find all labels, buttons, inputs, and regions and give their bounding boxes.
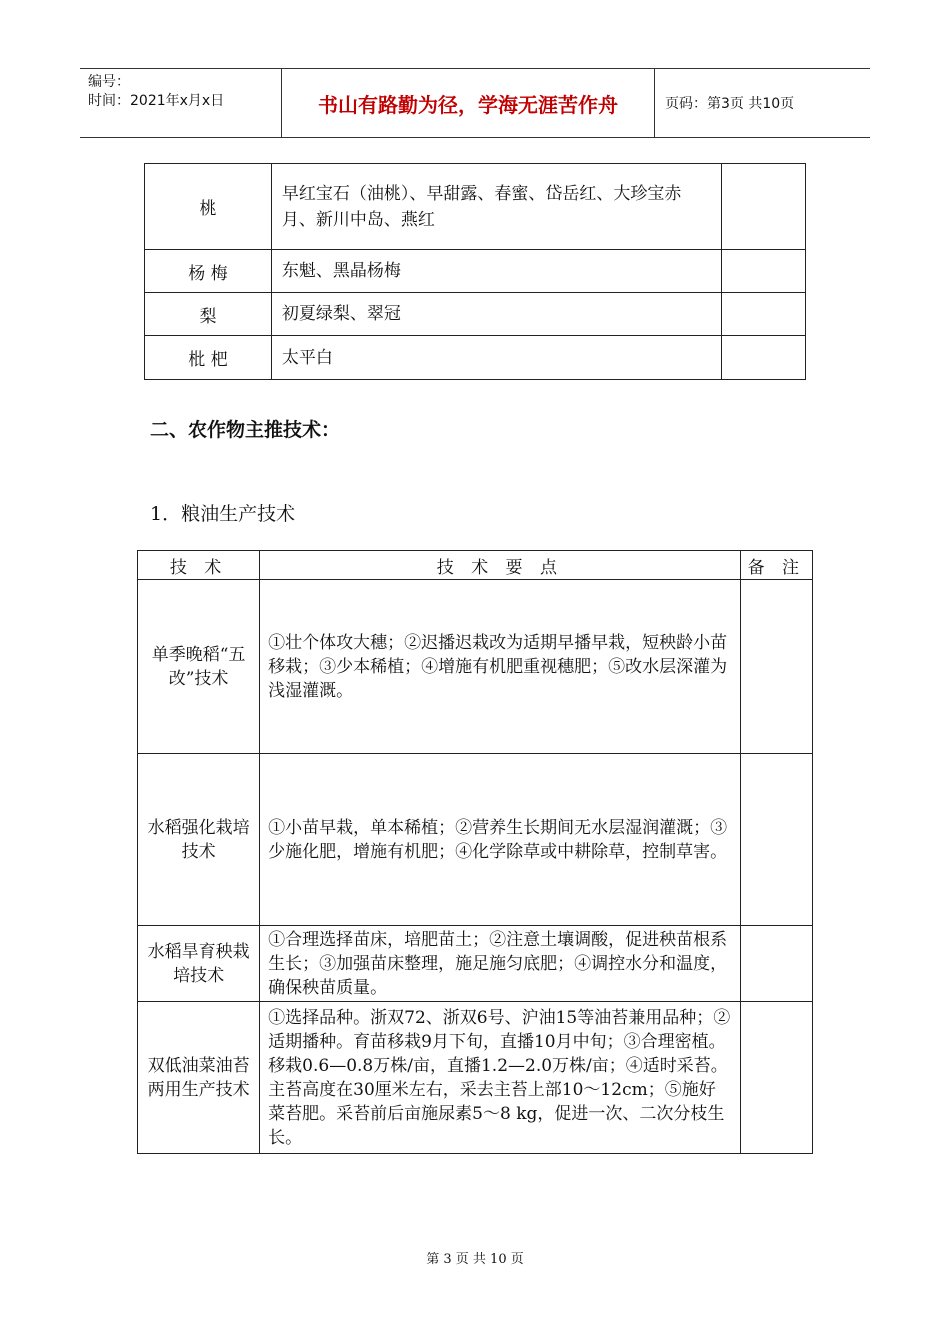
- tech-name: 水稻强化栽培技术: [138, 754, 260, 926]
- table-row: [138, 754, 813, 926]
- table-header-row: [138, 551, 813, 580]
- fruit-varieties: 东魁、黑晶杨梅: [271, 250, 721, 293]
- tech-name: 单季晚稻“五改”技术: [138, 580, 260, 754]
- table-row: [138, 926, 813, 1002]
- table-row: [145, 250, 806, 293]
- fruit-name: 杨 梅: [145, 250, 272, 293]
- subsection-title: 1．粮油生产技术: [150, 503, 296, 525]
- table-row: [138, 1002, 813, 1154]
- number-label: 编号：: [88, 74, 130, 90]
- table-row: [138, 580, 813, 754]
- page-footer: 第 3 页 共 10 页: [426, 1252, 524, 1267]
- fruit-name: 梨: [145, 293, 272, 336]
- tech-points: ①合理选择苗床，培肥苗土；②注意土壤调酸，促进秧苗根系生长；③加强苗床整理，施足施匀底肥；④调控水分和温度，确保秧苗质量。: [260, 926, 740, 1002]
- table-row: [145, 293, 806, 336]
- time-label: 时间：2021年x月x日: [88, 93, 225, 109]
- fruit-variety-table: [144, 163, 806, 380]
- fruit-note: [722, 250, 806, 293]
- technology-table: [137, 550, 813, 1154]
- tech-points: ①壮个体攻大穗；②迟播迟栽改为适期早播早栽，短秧龄小苗移栽；③少本稀植；④增施有机肥重视穗肥；⑤改水层深灌为浅湿灌溉。: [260, 580, 740, 754]
- tech-note: [740, 754, 812, 926]
- fruit-note: [722, 293, 806, 336]
- column-header: 备 注: [740, 551, 812, 580]
- tech-points: ①小苗早栽，单本稀植；②营养生长期间无水层湿润灌溉；③少施化肥，增施有机肥；④化学除草或中耕除草，控制草害。: [260, 754, 740, 926]
- fruit-name: 枇 杷: [145, 336, 272, 380]
- tech-name: 双低油菜油苔两用生产技术: [138, 1002, 260, 1154]
- table-row: [145, 164, 806, 250]
- fruit-note: [722, 164, 806, 250]
- page-header: [80, 68, 870, 138]
- column-header: 技 术 要 点: [260, 551, 740, 580]
- tech-note: [740, 580, 812, 754]
- fruit-name: 桃: [145, 164, 272, 250]
- tech-note: [740, 926, 812, 1002]
- tech-points: ①选择品种。浙双72、浙双6号、沪油15等油苔兼用品种；②适期播种。育苗移栽9月下旬，直播10月中旬；③合理密植。移栽0.6—0.8万株/亩，直播1.2—2.0万株/亩；④适时采苔。主苔高度在30厘米左右，采去主苔上部10～12cm；⑤施好菜苔肥。采苔前后亩施尿素5～8 kg，促进一次、二次分枝生长。: [260, 1002, 740, 1154]
- header-meta: [80, 69, 282, 137]
- table-row: [145, 336, 806, 380]
- fruit-varieties: 早红宝石（油桃）、早甜露、春蜜、岱岳红、大珍宝赤月、新川中岛、燕红: [271, 164, 721, 250]
- fruit-varieties: 太平白: [271, 336, 721, 380]
- section-title: 二、农作物主推技术：: [150, 419, 341, 441]
- page-label: 页码：第3页 共10页: [665, 96, 795, 112]
- motto: 书山有路勤为径，学海无涯苦作舟: [282, 69, 655, 137]
- fruit-note: [722, 336, 806, 380]
- column-header: 技 术: [138, 551, 260, 580]
- tech-note: [740, 1002, 812, 1154]
- fruit-varieties: 初夏绿梨、翠冠: [271, 293, 721, 336]
- tech-name: 水稻旱育秧栽培技术: [138, 926, 260, 1002]
